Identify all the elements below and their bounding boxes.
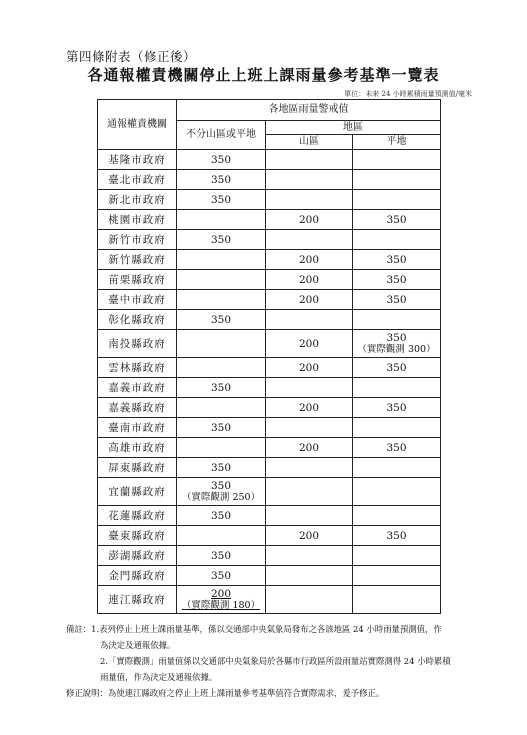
table-row (98, 250, 441, 270)
any-area-cell-value: 350 (210, 421, 232, 434)
mountain-cell-value: 200 (298, 361, 320, 374)
agency-cell (98, 398, 177, 418)
plain-cell (353, 586, 441, 614)
plain-cell-value: 350 (386, 293, 407, 306)
agency-cell (98, 506, 177, 526)
any-area-cell (177, 310, 266, 330)
plain-cell (353, 566, 441, 586)
any-area-cell (177, 190, 266, 210)
mountain-cell-value: 200 (298, 293, 320, 306)
agency-cell-value: 花蓮縣政府 (108, 509, 166, 522)
any-area-cell (177, 546, 266, 566)
any-area-cell-value: 350 (210, 153, 232, 166)
observed-value-note: （實際觀測 300） (357, 344, 436, 355)
agency-cell (98, 586, 177, 614)
agency-cell-value: 新竹縣政府 (108, 253, 166, 266)
note-2-continued: 雨量值，作為決定及通報依據。 (100, 672, 218, 682)
plain-cell (353, 210, 441, 230)
any-area-cell-value: 350 (210, 480, 232, 492)
agency-cell-value: 雲林縣政府 (108, 361, 166, 374)
agency-cell (98, 150, 177, 170)
note-2: 2.「實際觀測」雨量值係以交通部中央氣象局於各縣市行政區所設雨量站實際測得 24 小時累積 (100, 656, 451, 666)
table-row (98, 398, 441, 418)
agency-cell (98, 310, 177, 330)
agency-cell-value: 金門縣政府 (108, 569, 166, 582)
any-area-cell (177, 290, 266, 310)
plain-cell (353, 170, 441, 190)
plain-cell (353, 378, 441, 398)
mountain-cell-value: 200 (298, 337, 320, 350)
unit-note: 單位：未來 24 小時累積雨量預測值/毫米 (344, 90, 472, 98)
mountain-cell (266, 358, 353, 378)
agency-cell (98, 526, 177, 546)
notes-label: 備註： (66, 624, 92, 634)
plain-cell (353, 250, 441, 270)
observed-value-note: （實際觀測 180） (181, 600, 261, 611)
agency-cell (98, 378, 177, 398)
any-area-cell (177, 358, 266, 378)
agency-cell (98, 546, 177, 566)
mountain-cell (266, 310, 353, 330)
any-area-cell (177, 418, 266, 438)
any-area-cell-value: 350 (210, 549, 232, 562)
page-heading: 第四條附表（修正後） (66, 49, 197, 64)
mountain-cell (266, 526, 353, 546)
header-any-area: 不分山區或平地 (177, 121, 266, 150)
plain-cell (353, 230, 441, 250)
agency-cell (98, 458, 177, 478)
agency-cell (98, 170, 177, 190)
any-area-cell (177, 566, 266, 586)
plain-cell (353, 310, 441, 330)
header-plain: 平地 (353, 135, 441, 150)
mountain-cell-value: 200 (298, 401, 320, 414)
table-row (98, 586, 441, 614)
agency-cell (98, 358, 177, 378)
agency-cell-value: 彰化縣政府 (108, 313, 166, 326)
any-area-cell-value: 200 (210, 588, 232, 600)
table-row (98, 418, 441, 438)
agency-cell (98, 418, 177, 438)
agency-cell (98, 230, 177, 250)
mountain-cell (266, 398, 353, 418)
any-area-cell (177, 478, 266, 506)
any-area-cell-value: 350 (210, 381, 232, 394)
plain-cell-value: 350 (386, 361, 407, 374)
table-row (98, 210, 441, 230)
agency-cell-value: 桃園市政府 (108, 213, 166, 226)
plain-cell-value: 350 (386, 441, 407, 454)
plain-cell (353, 150, 441, 170)
header-warning-values: 各地區雨量警戒值 (177, 100, 441, 121)
plain-cell-value: 350 (386, 253, 407, 266)
table-row (98, 310, 441, 330)
table-row (98, 270, 441, 290)
any-area-cell (177, 458, 266, 478)
mountain-cell (266, 190, 353, 210)
table-row (98, 230, 441, 250)
plain-cell (353, 358, 441, 378)
mountain-cell (266, 270, 353, 290)
any-area-cell (177, 586, 266, 614)
mountain-cell-value: 200 (298, 253, 320, 266)
agency-cell (98, 190, 177, 210)
table-row (98, 378, 441, 398)
agency-cell (98, 438, 177, 458)
any-area-cell-value: 350 (210, 193, 232, 206)
table-row (98, 190, 441, 210)
agency-cell-value: 嘉義縣政府 (108, 401, 166, 414)
agency-cell-value: 臺東縣政府 (108, 529, 166, 542)
any-area-cell (177, 438, 266, 458)
agency-cell-value: 新北市政府 (108, 193, 166, 206)
mountain-cell (266, 438, 353, 458)
agency-cell (98, 330, 177, 358)
document-title: 各通報權責機關停止上班上課雨量參考基準一覽表 (87, 66, 440, 84)
table-row (98, 170, 441, 190)
plain-cell (353, 418, 441, 438)
agency-cell-value: 澎湖縣政府 (108, 549, 166, 562)
mountain-cell (266, 150, 353, 170)
any-area-cell (177, 270, 266, 290)
plain-cell (353, 290, 441, 310)
mountain-cell (266, 478, 353, 506)
plain-cell (353, 270, 441, 290)
agency-cell-value: 臺中市政府 (108, 293, 166, 306)
any-area-cell (177, 150, 266, 170)
mountain-cell (266, 290, 353, 310)
agency-cell-value: 南投縣政府 (108, 337, 166, 350)
header-agency: 通報權責機關 (98, 100, 177, 150)
agency-cell (98, 478, 177, 506)
any-area-cell (177, 230, 266, 250)
header-mountain: 山區 (266, 135, 353, 150)
mountain-cell (266, 506, 353, 526)
mountain-cell (266, 586, 353, 614)
plain-cell-value: 350 (386, 529, 407, 542)
mountain-cell (266, 418, 353, 438)
table-row (98, 330, 441, 358)
plain-cell (353, 190, 441, 210)
plain-cell (353, 526, 441, 546)
plain-cell (353, 398, 441, 418)
mountain-cell-value: 200 (298, 441, 320, 454)
agency-cell-value: 宜蘭縣政府 (108, 485, 166, 498)
any-area-cell-value: 350 (210, 313, 232, 326)
mountain-cell (266, 546, 353, 566)
table-row (98, 290, 441, 310)
note-1-continued: 為決定及通報依據。 (100, 640, 176, 650)
mountain-cell (266, 250, 353, 270)
plain-cell (353, 330, 441, 358)
mountain-cell (266, 230, 353, 250)
table-body (98, 150, 441, 614)
mountain-cell (266, 458, 353, 478)
observed-value-note: （實際觀測 250） (181, 492, 261, 503)
agency-cell (98, 270, 177, 290)
mountain-cell (266, 566, 353, 586)
mountain-cell (266, 378, 353, 398)
agency-cell-value: 臺北市政府 (108, 173, 166, 186)
any-area-cell-value: 350 (210, 509, 232, 522)
notes-section (66, 621, 476, 701)
agency-cell-value: 高雄市政府 (108, 441, 166, 454)
plain-cell-value: 350 (386, 332, 407, 344)
agency-cell-value: 屏東縣政府 (108, 461, 166, 474)
table-row (98, 458, 441, 478)
mountain-cell (266, 170, 353, 190)
table-row (98, 478, 441, 506)
agency-cell (98, 210, 177, 230)
agency-cell (98, 566, 177, 586)
agency-cell-value: 基隆市政府 (108, 153, 166, 166)
plain-cell (353, 478, 441, 506)
any-area-cell (177, 210, 266, 230)
mountain-cell-value: 200 (298, 213, 320, 226)
plain-cell-value: 350 (386, 401, 407, 414)
mountain-cell (266, 210, 353, 230)
agency-cell-value: 新竹市政府 (108, 233, 166, 246)
table-row (98, 526, 441, 546)
any-area-cell (177, 250, 266, 270)
any-area-cell-value: 350 (210, 233, 232, 246)
any-area-cell (177, 378, 266, 398)
any-area-cell (177, 398, 266, 418)
rainfall-threshold-table (97, 99, 441, 614)
agency-cell-value: 苗栗縣政府 (108, 273, 166, 286)
table-row (98, 150, 441, 170)
plain-cell-value: 350 (386, 213, 407, 226)
any-area-cell (177, 506, 266, 526)
table-row (98, 546, 441, 566)
any-area-cell-value: 350 (210, 173, 232, 186)
mountain-cell (266, 330, 353, 358)
any-area-cell-value: 350 (210, 461, 232, 474)
amendment-explanation: 修正說明：為使連江縣政府之停止上班上課雨量參考基準值符合實際需求，爰予修正。 (66, 688, 385, 698)
table-row (98, 438, 441, 458)
plain-cell (353, 438, 441, 458)
any-area-cell-value: 350 (210, 569, 232, 582)
mountain-cell-value: 200 (298, 273, 320, 286)
any-area-cell (177, 526, 266, 546)
any-area-cell (177, 170, 266, 190)
plain-cell (353, 546, 441, 566)
table-row (98, 358, 441, 378)
plain-cell (353, 506, 441, 526)
agency-cell-value: 連江縣政府 (108, 593, 166, 606)
agency-cell-value: 臺南市政府 (108, 421, 166, 434)
agency-cell (98, 250, 177, 270)
plain-cell (353, 458, 441, 478)
table-row (98, 566, 441, 586)
note-1: 備註：1.表列停止上班上課雨量基準，係以交通部中央氣象局發布之各該地區 24 小時雨量預測值，作 (66, 624, 442, 634)
agency-cell (98, 290, 177, 310)
header-region: 地區 (266, 121, 441, 135)
any-area-cell (177, 330, 266, 358)
mountain-cell-value: 200 (298, 529, 320, 542)
plain-cell-value: 350 (386, 273, 407, 286)
agency-cell-value: 嘉義市政府 (108, 381, 166, 394)
table-row (98, 506, 441, 526)
